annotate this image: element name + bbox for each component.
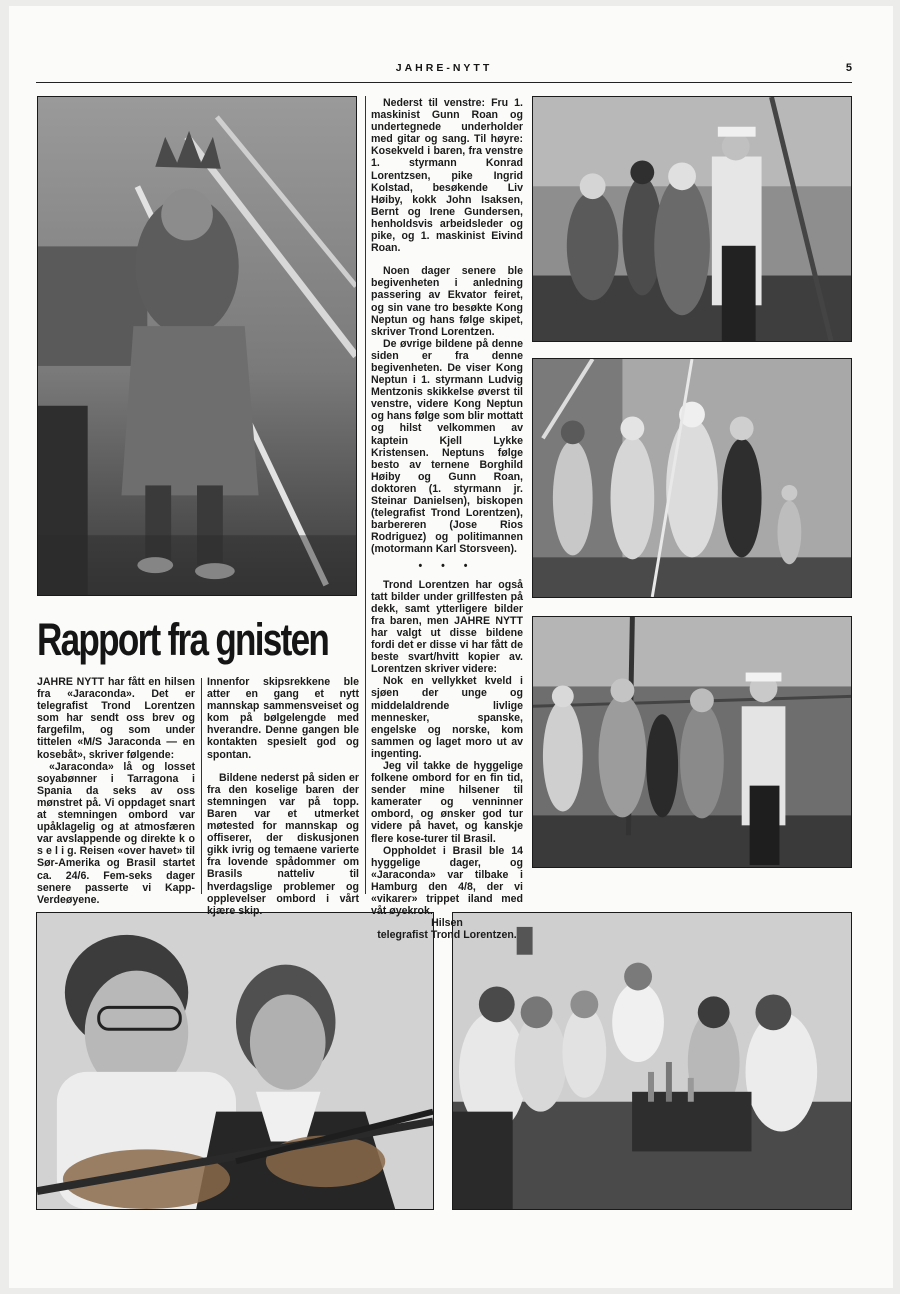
middle-column <box>371 97 523 941</box>
intro-paragraph: «Jaraconda» lå og losset soyabønner i Tarragona i Spania da seks av oss mønstret på. Vi oppdaget snart at stemningen ombord var upåklagelig og at atmosfæren var avslappende og direkte k o s e l i g. Reisen «over havet» til Sør-Amerika og Brasil startet ca. 24/6. Fem-seks dager senere passerte vi Kapp-Verdeøyene. <box>37 760 195 906</box>
article-paragraph: De øvrige bildene på denne siden er fra denne begivenheten. De viser Kong Neptun i 1. styrmann Ludvig Mentzonis skikkelse øverst til venstre, videre Kong Neptun og hans følge som blir mottatt og hilst velkommen av kaptein Kjell Lykke Kristensen. Neptuns følge besto av ternene Borghild Høiby og Gunn Roan, doktoren (1. styrmann jr. Steinar Danielsen), biskopen (telegrafist Trond Lorentzen), barbereren (Jose Rios Rodriguez) og politimannen (motormann Karl Storsveen). <box>371 337 523 556</box>
intro-paragraph: Bildene nederst på siden er fra den koselige baren der stemningen var på topp. Baren var et utmerket møtested for mannskap og offiserer, der diskusjonen gikk ivrig og temaene varierte fra lovende spådommer om Brasils natteliv til hverdagslige problemer og opplevelser ombord i vårt kjære skip. <box>207 771 359 917</box>
article-headline: Rapport fra gnisten <box>37 614 329 665</box>
guitar-duo-photo <box>36 912 434 1210</box>
section-separator: • • • <box>418 560 476 573</box>
captain-welcome-photo <box>532 616 852 868</box>
signature: telegrafist Trond Lorentzen. <box>377 929 517 942</box>
article-paragraph: Noen dager senere ble begivenheten i anledning passering av Ekvator feiret, og sin vane tro besøkte Kong Neptun og hans følge skipet, skriver Trond Lorentzen. <box>371 265 523 338</box>
greeting: Hilsen <box>431 917 463 930</box>
article-paragraph: Oppholdet i Brasil ble 14 hyggelige dager, og «Jaraconda» var tilbake i Hamburg den 4/8, der vi «vikarer» trippet iland med våt øyekrok. <box>371 844 523 918</box>
article-paragraph: Nok en vellykket kveld i sjøen der unge og middelaldrende livlige mennesker, spanske, engelske og norske, kom sammen og laget moro ut av ingenting. <box>371 675 523 760</box>
page-number: 5 <box>845 62 852 74</box>
masthead <box>36 62 852 83</box>
intro-paragraph: Innenfor skipsrekkene ble atter en gang et nytt mannskap sammensveiset og kom på bølgelengde med hverandre. Denne gangen ble kontakten spesielt god og spontan. <box>207 676 359 761</box>
intro-column-1 <box>37 676 195 906</box>
photo-caption: Nederst til venstre: Fru 1. maskinist Gunn Roan og undertegnede underholder med gitar og sang. Til høyre: Kosekveld i baren, fra venstre 1. styrmann Konrad Lorentzsen, pike Ingrid Kolstad, besøkende Liv Høiby, kokk John Isaksen, Bernt og Irene Gundersen, henholdsvis arbeidsleder og pike, og 1. maskinist Eivind Roan. <box>371 97 523 255</box>
intro-column-2 <box>207 676 359 917</box>
column-rule <box>201 678 202 894</box>
neptune-entourage-photo <box>532 358 852 598</box>
column-rule <box>365 96 366 894</box>
article-paragraph: Trond Lorentzen har også tatt bilder under grillfesten på dekk, samt ytterligere bilder fra baren, men JAHRE NYTT har valgt ut disse bildene fordi det er disse vi har fått de beste svart/hvitt kopier av. Lorentzen skriver videre: <box>371 578 523 676</box>
deck-procession-photo <box>532 96 852 342</box>
publication-title: JAHRE-NYTT <box>395 62 493 74</box>
intro-paragraph: JAHRE NYTT har fått en hilsen fra «Jaraconda». Det er telegrafist Trond Lorentzen som har sendt oss brev og fargefilm, og som under tittelen «M/S Jaraconda — en kosebåt», skriver følgende: <box>37 676 195 761</box>
king-neptune-photo <box>37 96 357 596</box>
bar-evening-photo <box>452 912 852 1210</box>
article-paragraph: Jeg vil takke de hyggelige folkene ombord for en fin tid, sender mine hilsener til kamerater og venninner ombord, og ønsker god tur videre på havet, og kanskje flere kose-turer til Brasil. <box>371 759 523 845</box>
